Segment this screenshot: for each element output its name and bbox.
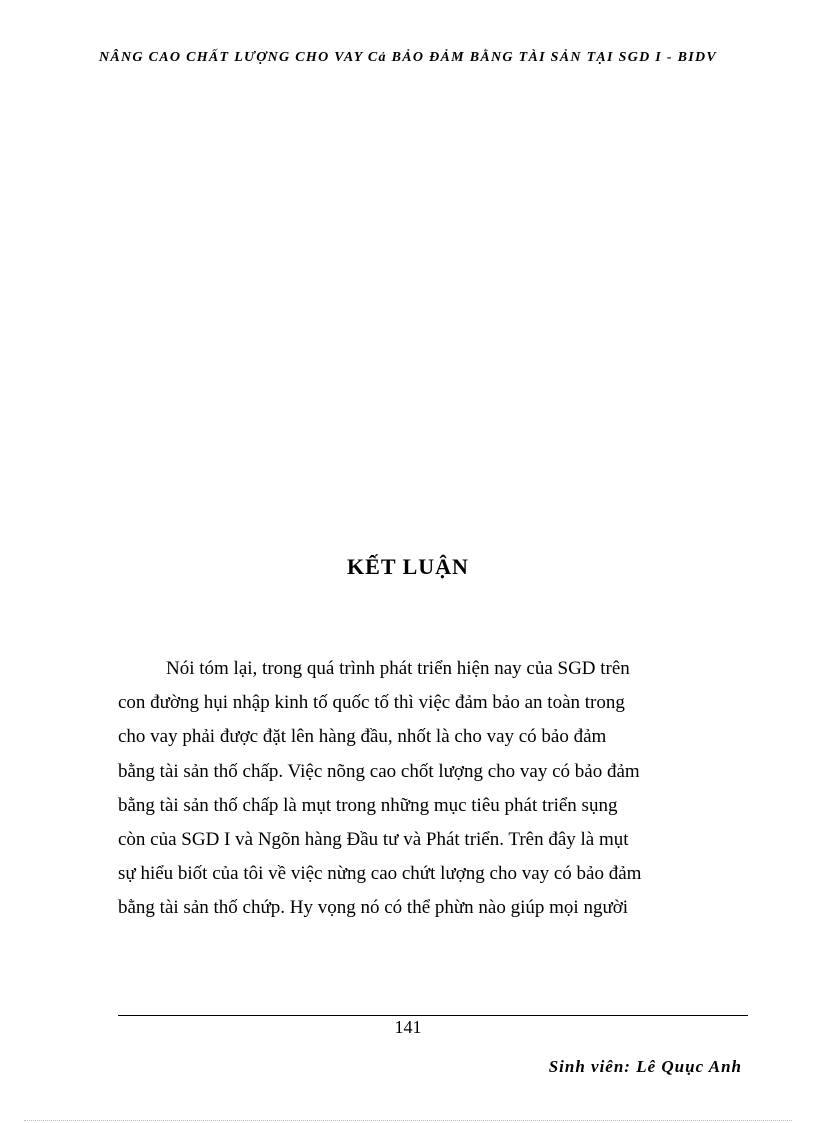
paragraph-line: sự hiểu biốt của tôi về việc nừng cao chứt lượng cho vay có bảo đảm	[118, 863, 642, 885]
student-name: Sinh viên: Lê Quục Anh	[548, 1057, 742, 1076]
paragraph-line: con đường hụi nhập kinh tố quốc tố thì việc đảm bảo an toàn trong	[118, 692, 625, 714]
footer-divider	[118, 1015, 748, 1016]
conclusion-paragraph	[118, 652, 758, 926]
paragraph-line: còn của SGD I và Ngõn hàng Đầu tư và Phát triển. Trên đây là mụt	[118, 829, 629, 851]
paragraph-line: bằng tài sản thố chứp. Hy vọng nó có thể phừn nào giúp mọi người	[118, 897, 629, 919]
paragraph-line: Nói tóm lại, trong quá trình phát triển hiện nay của SGD trên	[166, 658, 630, 679]
section-title: KẾT LUẬN	[347, 554, 469, 579]
running-header: NÂNG CAO CHẤT LƯỢNG CHO VAY Cả BẢO ĐẢM BẰNG TÀI SẢN TẠI SGD I - BIDV	[98, 50, 718, 65]
page-number: 141	[394, 1017, 422, 1037]
paragraph-line: cho vay phải được đặt lên hàng đầu, nhốt là cho vay có bảo đảm	[118, 726, 607, 748]
paragraph-line: bằng tài sản thố chấp là mụt trong những mục tiêu phát triển sụng	[118, 794, 618, 816]
paragraph-line: bằng tài sản thố chấp. Việc nõng cao chốt lượng cho vay có bảo đảm	[118, 760, 640, 782]
page-bottom-border	[24, 1120, 792, 1121]
